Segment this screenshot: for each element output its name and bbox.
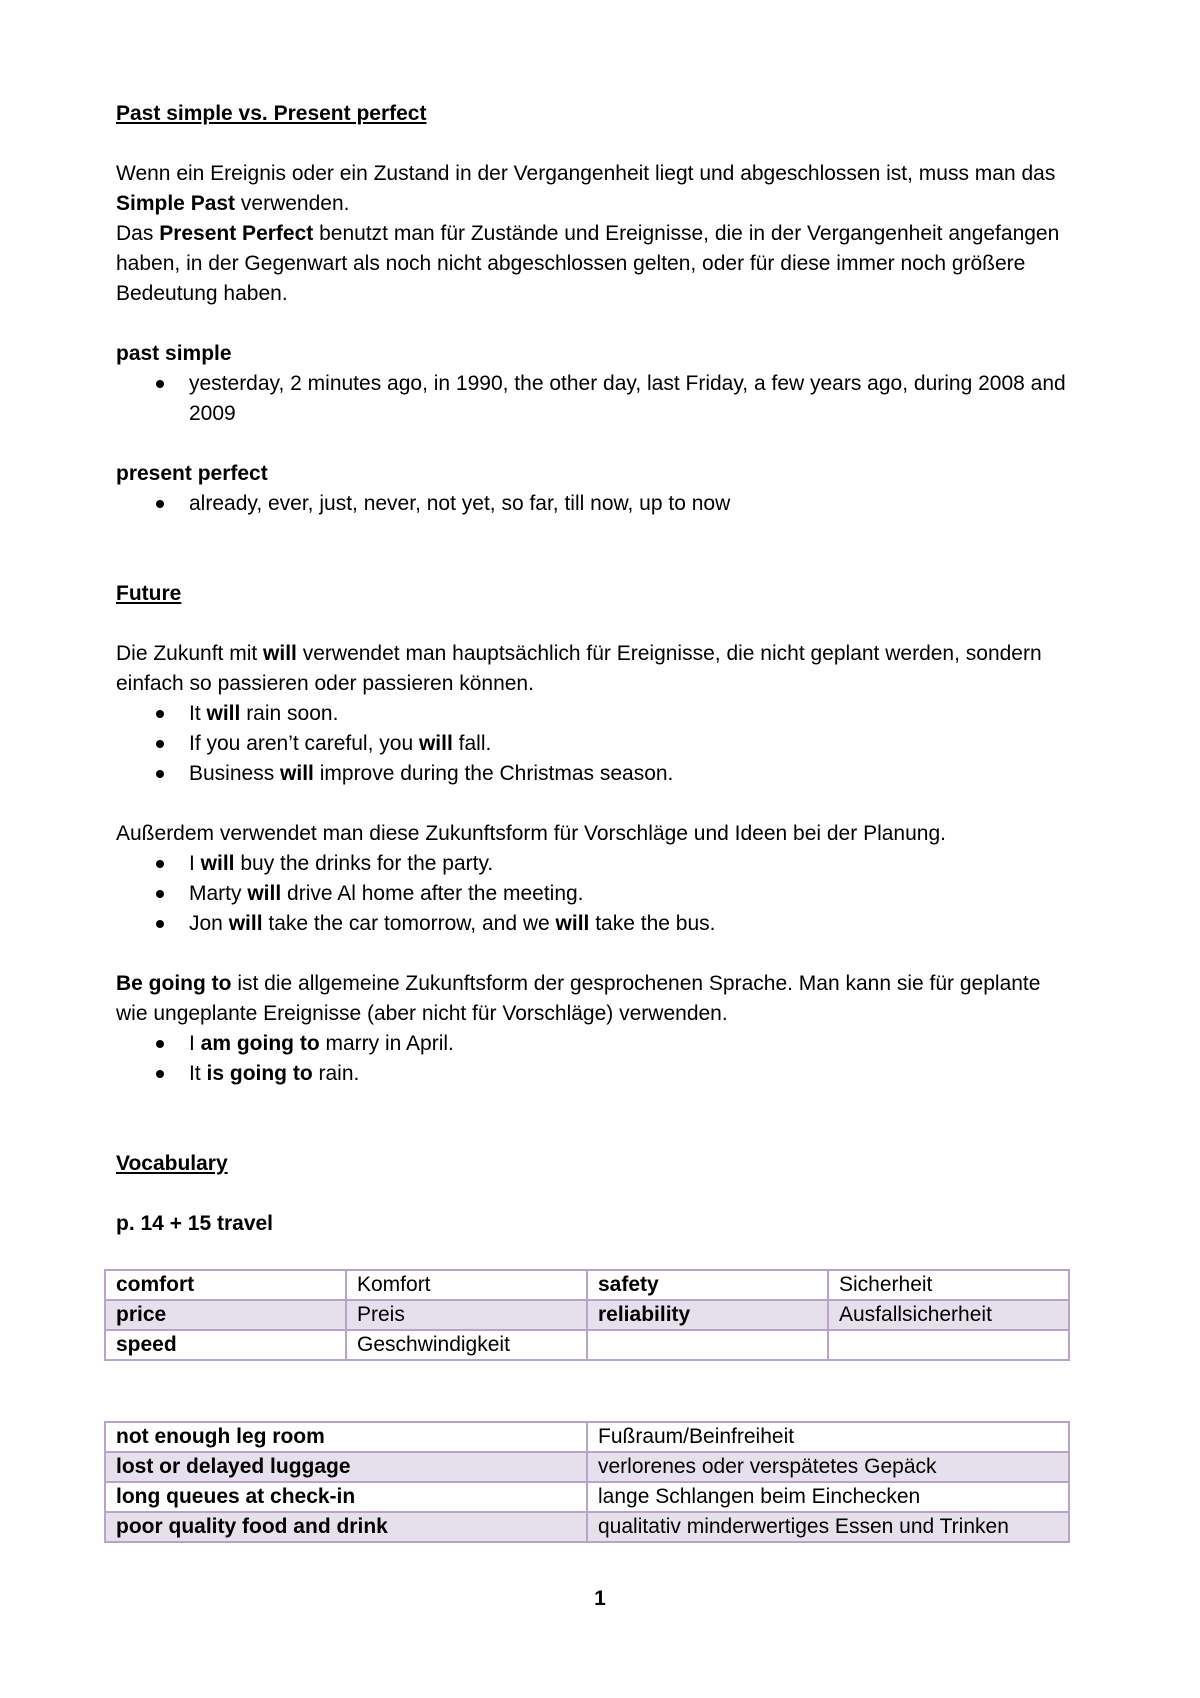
page-content (116, 99, 1076, 1543)
heading-future: Future (116, 582, 182, 605)
table-cell: Komfort (346, 1270, 587, 1300)
list-item: If you aren’t careful, you will fall. (116, 729, 1076, 759)
label-past-simple: past simple (116, 342, 232, 365)
vocabulary-table-travel-criteria (104, 1269, 1070, 1361)
table-cell: lange Schlangen beim Einchecken (587, 1482, 1069, 1512)
list-item: Business will improve during the Christmas season. (116, 759, 1076, 789)
table-row (105, 1452, 1069, 1482)
table-cell: not enough leg room (105, 1422, 587, 1452)
table-cell: Geschwindigkeit (346, 1330, 587, 1360)
table-cell: verlorenes oder verspätetes Gepäck (587, 1452, 1069, 1482)
vocabulary-subtitle: p. 14 + 15 travel (116, 1212, 274, 1235)
list-planning-examples (116, 849, 1076, 939)
table-cell: speed (105, 1330, 346, 1360)
table-cell: long queues at check-in (105, 1482, 587, 1512)
list-item: Marty will drive Al home after the meeting. (116, 879, 1076, 909)
list-item: It is going to rain. (116, 1059, 1076, 1089)
list-item: I will buy the drinks for the party. (116, 849, 1076, 879)
label-present-perfect: present perfect (116, 462, 268, 485)
table-cell: poor quality food and drink (105, 1512, 587, 1542)
table-cell: lost or delayed luggage (105, 1452, 587, 1482)
table-cell: safety (587, 1270, 828, 1300)
list-item: It will rain soon. (116, 699, 1076, 729)
table-cell: Preis (346, 1300, 587, 1330)
list-present-perfect (116, 489, 1076, 519)
heading-past-simple-vs-present-perfect: Past simple vs. Present perfect (116, 102, 427, 125)
table-cell: Fußraum/Beinfreiheit (587, 1422, 1069, 1452)
table-cell: Sicherheit (828, 1270, 1069, 1300)
table-cell (828, 1330, 1069, 1360)
list-item: I am going to marry in April. (116, 1029, 1076, 1059)
vocabulary-table-travel-problems (104, 1421, 1070, 1543)
table-cell: qualitativ minderwertiges Essen und Trinken (587, 1512, 1069, 1542)
table-cell (587, 1330, 828, 1360)
paragraph-simple-past: Wenn ein Ereignis oder ein Zustand in der Vergangenheit liegt und abgeschlossen ist, muss man das Simple Past verwenden. (116, 162, 1056, 215)
table-row (105, 1300, 1069, 1330)
list-past-simple (116, 369, 1076, 429)
list-item: already, ever, just, never, not yet, so far, till now, up to now (116, 489, 1076, 519)
paragraph-future-will: Die Zukunft mit will verwendet man hauptsächlich für Ereignisse, die nicht geplant werden, sondern einfach so passieren oder passieren können. (116, 642, 1042, 695)
table-cell: Ausfallsicherheit (828, 1300, 1069, 1330)
list-will-examples (116, 699, 1076, 789)
table-cell: reliability (587, 1300, 828, 1330)
heading-vocabulary: Vocabulary (116, 1152, 228, 1175)
table-row (105, 1512, 1069, 1542)
table-row (105, 1422, 1069, 1452)
table-cell: comfort (105, 1270, 346, 1300)
list-going-to-examples (116, 1029, 1076, 1089)
table-row (105, 1482, 1069, 1512)
page-number: 1 (594, 1587, 606, 1610)
table-row (105, 1270, 1069, 1300)
list-item: Jon will take the car tomorrow, and we will take the bus. (116, 909, 1076, 939)
paragraph-going-to: Be going to ist die allgemeine Zukunftsform der gesprochenen Sprache. Man kann sie für geplante wie ungeplante Ereignisse (aber nicht für Vorschläge) verwenden. (116, 972, 1041, 1025)
paragraph-present-perfect: Das Present Perfect benutzt man für Zustände und Ereignisse, die in der Vergangenheit angefangen haben, in der Gegenwart als noch nicht abgeschlossen gelten, oder für diese immer noch größere Bedeutung haben. (116, 222, 1060, 305)
paragraph-future-planning: Außerdem verwendet man diese Zukunftsform für Vorschläge und Ideen bei der Planung. (116, 822, 946, 845)
table-cell: price (105, 1300, 346, 1330)
table-row (105, 1330, 1069, 1360)
list-item: yesterday, 2 minutes ago, in 1990, the other day, last Friday, a few years ago, during 2008 and 2009 (116, 369, 1076, 429)
